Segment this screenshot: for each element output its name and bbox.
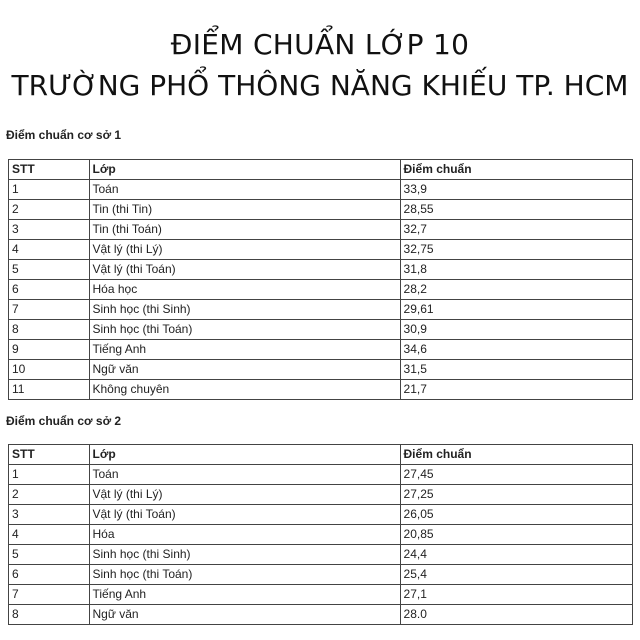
scores-table-campus-1 [8, 159, 633, 400]
cell-lop: Sinh học (thi Toán) [89, 320, 400, 340]
cell-stt: 2 [9, 200, 90, 220]
cell-lop: Sinh học (thi Sinh) [89, 545, 400, 565]
cell-lop: Hóa học [89, 280, 400, 300]
cell-stt: 8 [9, 605, 90, 625]
cell-stt: 7 [9, 300, 90, 320]
cell-lop: Sinh học (thi Sinh) [89, 300, 400, 320]
cell-diem: 34,6 [400, 340, 632, 360]
cell-diem: 24,4 [400, 545, 632, 565]
cell-lop: Sinh học (thi Toán) [89, 565, 400, 585]
table-row [9, 485, 633, 505]
cell-stt: 5 [9, 260, 90, 280]
table-row [9, 200, 633, 220]
table-header-row [9, 445, 633, 465]
cell-diem: 27,1 [400, 585, 632, 605]
scores-table-campus-2 [8, 444, 633, 625]
section-heading-campus-2: Điểm chuẩn cơ sở 2 [6, 414, 122, 428]
cell-diem: 25,4 [400, 565, 632, 585]
cell-lop: Tin (thi Tin) [89, 200, 400, 220]
cell-lop: Hóa [89, 525, 400, 545]
table-body-campus-2 [9, 465, 633, 625]
column-header-stt: STT [9, 160, 90, 180]
table-row [9, 505, 633, 525]
page-subtitle: TRƯỜNG PHỔ THÔNG NĂNG KHIẾU TP. HCM [11, 69, 629, 102]
cell-lop: Toán [89, 465, 400, 485]
cell-lop: Toán [89, 180, 400, 200]
cell-lop: Tiếng Anh [89, 340, 400, 360]
cell-stt: 7 [9, 585, 90, 605]
table-body-campus-1 [9, 180, 633, 400]
column-header-lop: Lớp [89, 445, 400, 465]
table-row [9, 465, 633, 485]
cell-lop: Không chuyên [89, 380, 400, 400]
cell-diem: 28,2 [400, 280, 632, 300]
table-row [9, 280, 633, 300]
table-row [9, 340, 633, 360]
table-row [9, 585, 633, 605]
cell-stt: 4 [9, 240, 90, 260]
cell-stt: 1 [9, 465, 90, 485]
table-row [9, 300, 633, 320]
section-heading-campus-1: Điểm chuẩn cơ sở 1 [6, 128, 122, 142]
table-row [9, 260, 633, 280]
cell-stt: 10 [9, 360, 90, 380]
table-row [9, 605, 633, 625]
cell-lop: Vật lý (thi Lý) [89, 240, 400, 260]
cell-diem: 31,5 [400, 360, 632, 380]
column-header-lop: Lớp [89, 160, 400, 180]
cell-lop: Tiếng Anh [89, 585, 400, 605]
column-header-diem: Điểm chuẩn [400, 160, 632, 180]
cell-stt: 1 [9, 180, 90, 200]
table-header-row [9, 160, 633, 180]
table-row [9, 565, 633, 585]
cell-lop: Vật lý (thi Lý) [89, 485, 400, 505]
cell-diem: 28,55 [400, 200, 632, 220]
cell-stt: 9 [9, 340, 90, 360]
cell-lop: Ngữ văn [89, 360, 400, 380]
cell-stt: 3 [9, 220, 90, 240]
table-row [9, 180, 633, 200]
cell-stt: 8 [9, 320, 90, 340]
cell-diem: 27,45 [400, 465, 632, 485]
cell-diem: 30,9 [400, 320, 632, 340]
cell-diem: 33,9 [400, 180, 632, 200]
table-row [9, 360, 633, 380]
cell-diem: 27,25 [400, 485, 632, 505]
column-header-stt: STT [9, 445, 90, 465]
cell-stt: 6 [9, 565, 90, 585]
table-row [9, 220, 633, 240]
cell-lop: Vật lý (thi Toán) [89, 260, 400, 280]
cell-stt: 6 [9, 280, 90, 300]
table-row [9, 525, 633, 545]
cell-diem: 31,8 [400, 260, 632, 280]
column-header-diem: Điểm chuẩn [400, 445, 632, 465]
cell-lop: Tin (thi Toán) [89, 220, 400, 240]
cell-diem: 26,05 [400, 505, 632, 525]
cell-diem: 32,75 [400, 240, 632, 260]
cell-stt: 4 [9, 525, 90, 545]
cell-stt: 11 [9, 380, 90, 400]
cell-stt: 2 [9, 485, 90, 505]
cell-diem: 21,7 [400, 380, 632, 400]
table-row [9, 545, 633, 565]
page-title: ĐIỂM CHUẨN LỚP 10 [170, 28, 470, 61]
cell-diem: 28.0 [400, 605, 632, 625]
cell-stt: 5 [9, 545, 90, 565]
cell-stt: 3 [9, 505, 90, 525]
cell-lop: Ngữ văn [89, 605, 400, 625]
cell-lop: Vật lý (thi Toán) [89, 505, 400, 525]
cell-diem: 20,85 [400, 525, 632, 545]
cell-diem: 32,7 [400, 220, 632, 240]
table-row [9, 380, 633, 400]
cell-diem: 29,61 [400, 300, 632, 320]
table-row [9, 240, 633, 260]
table-row [9, 320, 633, 340]
